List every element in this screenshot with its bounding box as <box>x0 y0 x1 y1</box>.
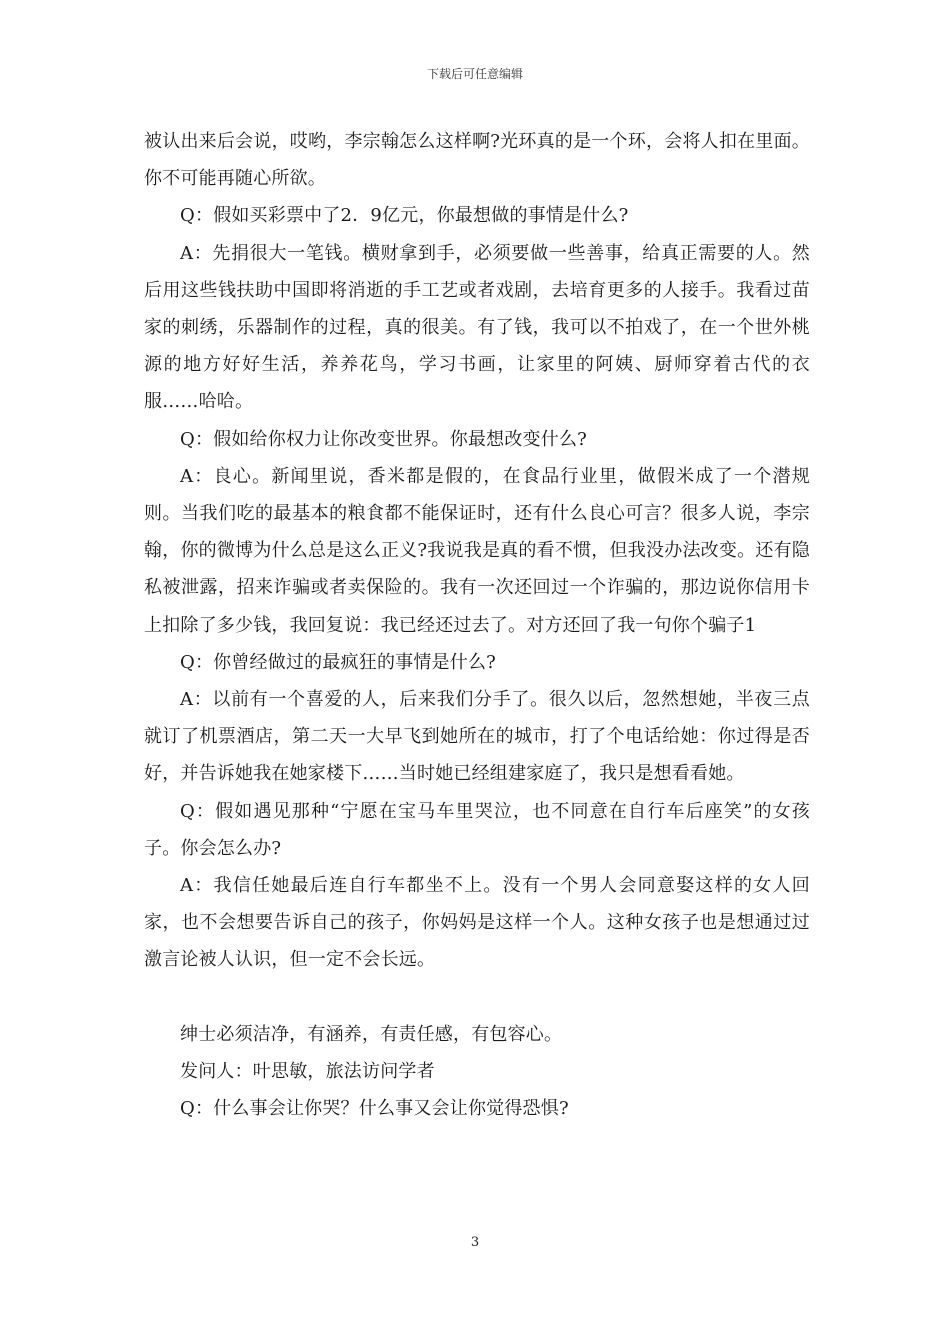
answer-change-world: A：良心。新闻里说，香米都是假的，在食品行业里，做假米成了一个潜规则。当我们吃的最基本的粮食都不能保证时，还有什么良心可言？很多人说，李宗翰，你的微博为什么总是这么正义?我说我是真的看不惯，但我没办法改变。还有隐私被泄露，招来诈骗或者卖保险的。我有一次还回过一个诈骗的，那边说你信用卡上扣除了多少钱，我回复说：我已经还过去了。对方还回了我一句你个骗子1 <box>144 465 810 636</box>
answer-bmw-girl: A：我信任她最后连自行车都坐不上。没有一个男人会同意娶这样的女人回家，也不会想要告诉自己的孩子，你妈妈是这样一个人。这种女孩子也是想通过过激言论被人认识，但一定不会长远。 <box>144 875 810 971</box>
document-body <box>144 123 810 1127</box>
interviewer-line: 发问人：叶思敏，旅法访问学者 <box>180 1060 435 1082</box>
page-number: 3 <box>470 1235 480 1250</box>
question-craziest-thing: Q：你曾经做过的最疯狂的事情是什么? <box>180 651 497 673</box>
section-gap <box>144 979 810 1016</box>
page-header: 下载后可任意编辑 <box>426 67 523 81</box>
question-change-world: Q：假如给你权力让你改变世界。你最想改变什么? <box>180 428 588 450</box>
question-cry-fear: Q：什么事会让你哭？什么事又会让你觉得恐惧? <box>180 1098 569 1120</box>
question-bmw-girl: Q：假如遇见那种“宁愿在宝马车里哭泣，也不同意在自行车后座笑”的女孩子。你会怎么办? <box>144 800 810 859</box>
question-lottery: Q：假如买彩票中了2．9亿元，你最想做的事情是什么? <box>180 205 629 227</box>
answer-lottery: A：先捐很大一笔钱。横财拿到手，必须要做一些善事，给真正需要的人。然后用这些钱扶助中国即将消逝的手工艺或者戏剧，去培育更多的人接手。我看过苗家的刺绣，乐器制作的过程，真的很美。有了钱，我可以不拍戏了，在一个世外桃源的地方好好生活，养养花鸟，学习书画，让家里的阿姨、厨师穿着古代的衣服……哈哈。 <box>144 242 810 413</box>
paragraph-continuation: 被认出来后会说，哎哟，李宗翰怎么这样啊?光环真的是一个环，会将人扣在里面。你不可能再随心所欲。 <box>144 131 810 190</box>
answer-craziest-thing: A：以前有一个喜爱的人，后来我们分手了。很久以后，忽然想她，半夜三点就订了机票酒店，第二天一大早飞到她所在的城市，打了个电话给她：你过得是否好，并告诉她我在她家楼下……当时她已经组建家庭了，我只是想看看她。 <box>144 689 810 785</box>
section-heading: 绅士必须洁净，有涵养，有责任感，有包容心。 <box>180 1023 563 1045</box>
